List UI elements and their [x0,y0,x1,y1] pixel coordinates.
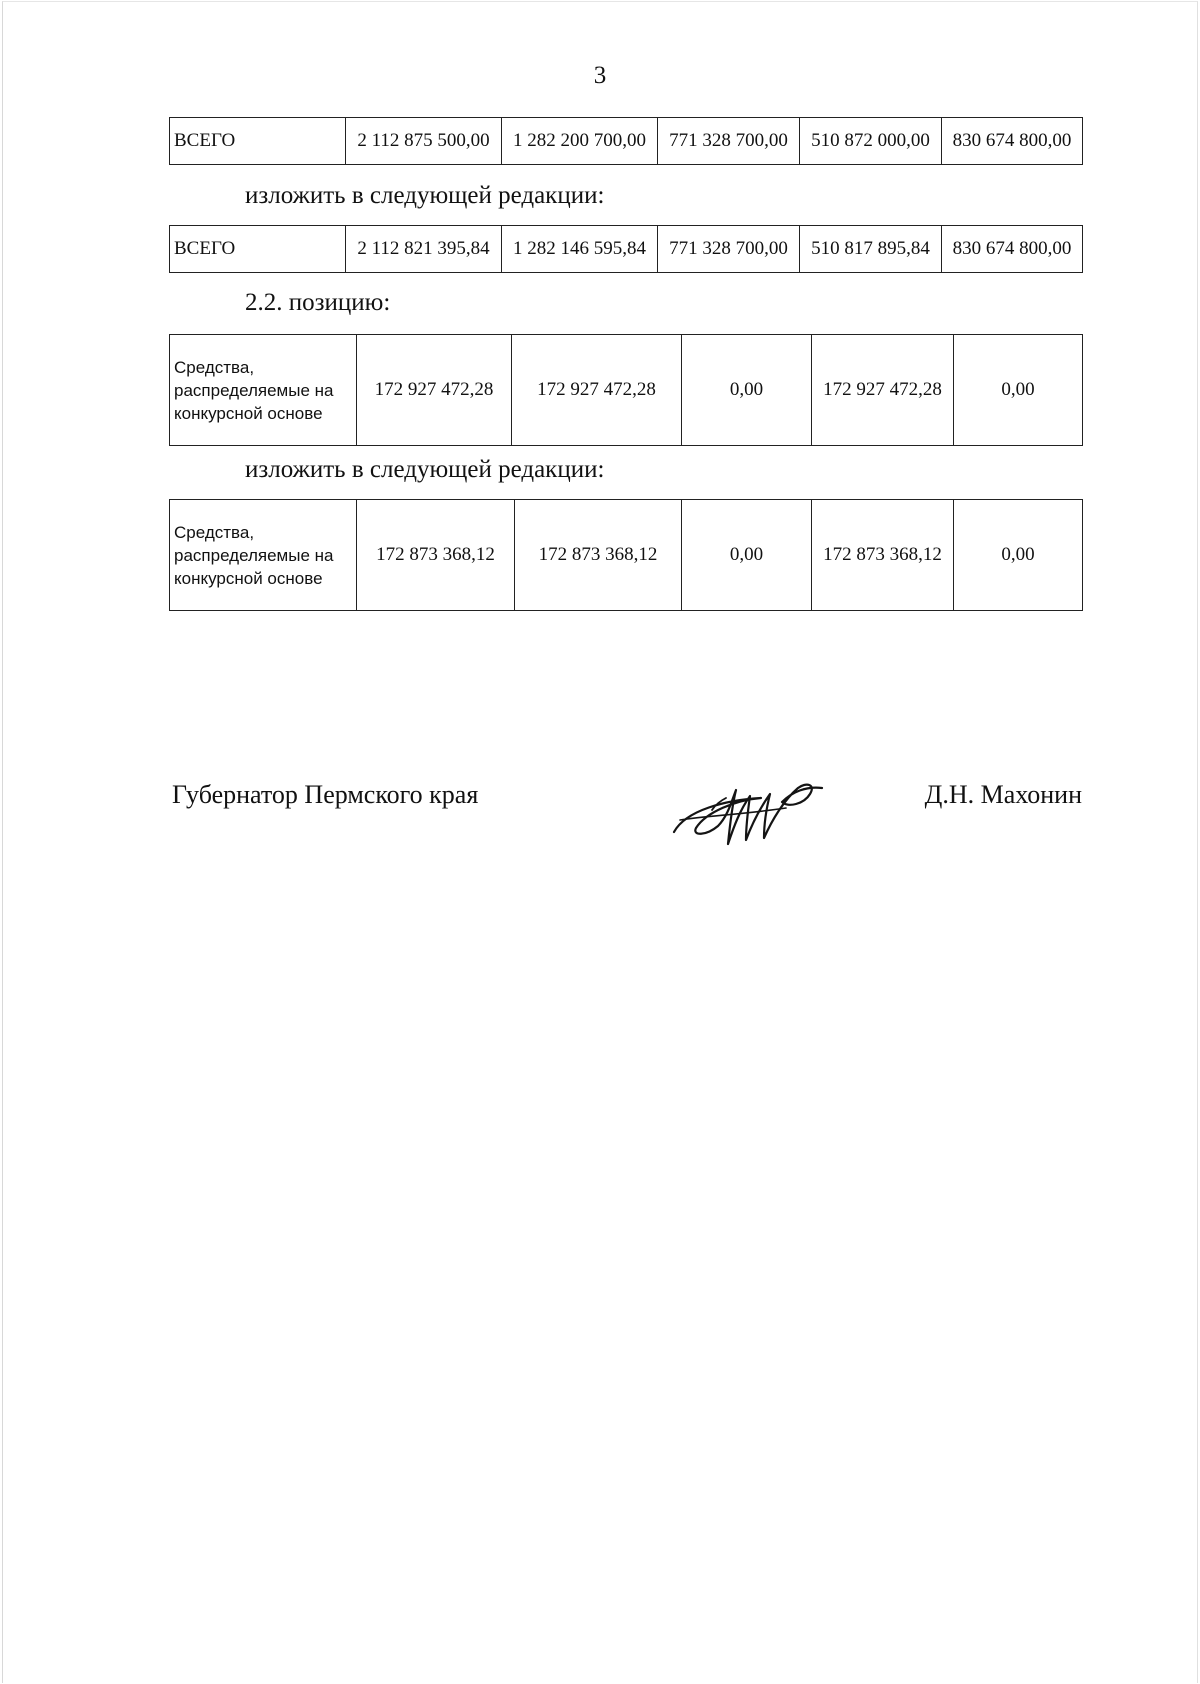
total-value: 771 328 700,00 [658,118,800,165]
funds-value: 172 873 368,12 [812,500,954,611]
total-value: 771 328 700,00 [658,226,800,273]
table-row [170,335,1083,446]
total-label: ВСЕГО [170,226,346,273]
funds-value: 0,00 [682,335,812,446]
funds-label: Средства, распределяемые на конкурсной основе [170,335,357,446]
table-row [170,118,1083,165]
funds-value: 172 927 472,28 [512,335,682,446]
total-value: 1 282 200 700,00 [502,118,658,165]
table-row [170,500,1083,611]
total-table-new [169,225,1083,273]
funds-table-old [169,334,1083,446]
signer-title: Губернатор Пермского края [172,780,479,809]
total-value: 510 817 895,84 [800,226,942,273]
funds-value: 0,00 [954,335,1083,446]
signature-block [172,780,1082,840]
instruction-text: изложить в следующей редакции: [245,456,605,483]
funds-label: Средства, распределяемые на конкурсной основе [170,500,357,611]
table-row [170,226,1083,273]
funds-value: 172 873 368,12 [357,500,515,611]
funds-value: 172 873 368,12 [515,500,682,611]
instruction-text: изложить в следующей редакции: [245,182,605,209]
funds-value: 0,00 [682,500,812,611]
total-value: 510 872 000,00 [800,118,942,165]
total-value: 2 112 875 500,00 [346,118,502,165]
total-table-old [169,117,1083,165]
total-label: ВСЕГО [170,118,346,165]
total-value: 830 674 800,00 [942,118,1083,165]
funds-value: 0,00 [954,500,1083,611]
funds-value: 172 927 472,28 [812,335,954,446]
position-heading: 2.2. позицию: [245,289,391,316]
page-number: 3 [593,62,607,89]
signer-name: Д.Н. Махонин [924,780,1082,809]
handwritten-signature-icon [666,770,846,850]
funds-value: 172 927 472,28 [357,335,512,446]
funds-table-new [169,499,1083,611]
total-value: 830 674 800,00 [942,226,1083,273]
total-value: 2 112 821 395,84 [346,226,502,273]
total-value: 1 282 146 595,84 [502,226,658,273]
